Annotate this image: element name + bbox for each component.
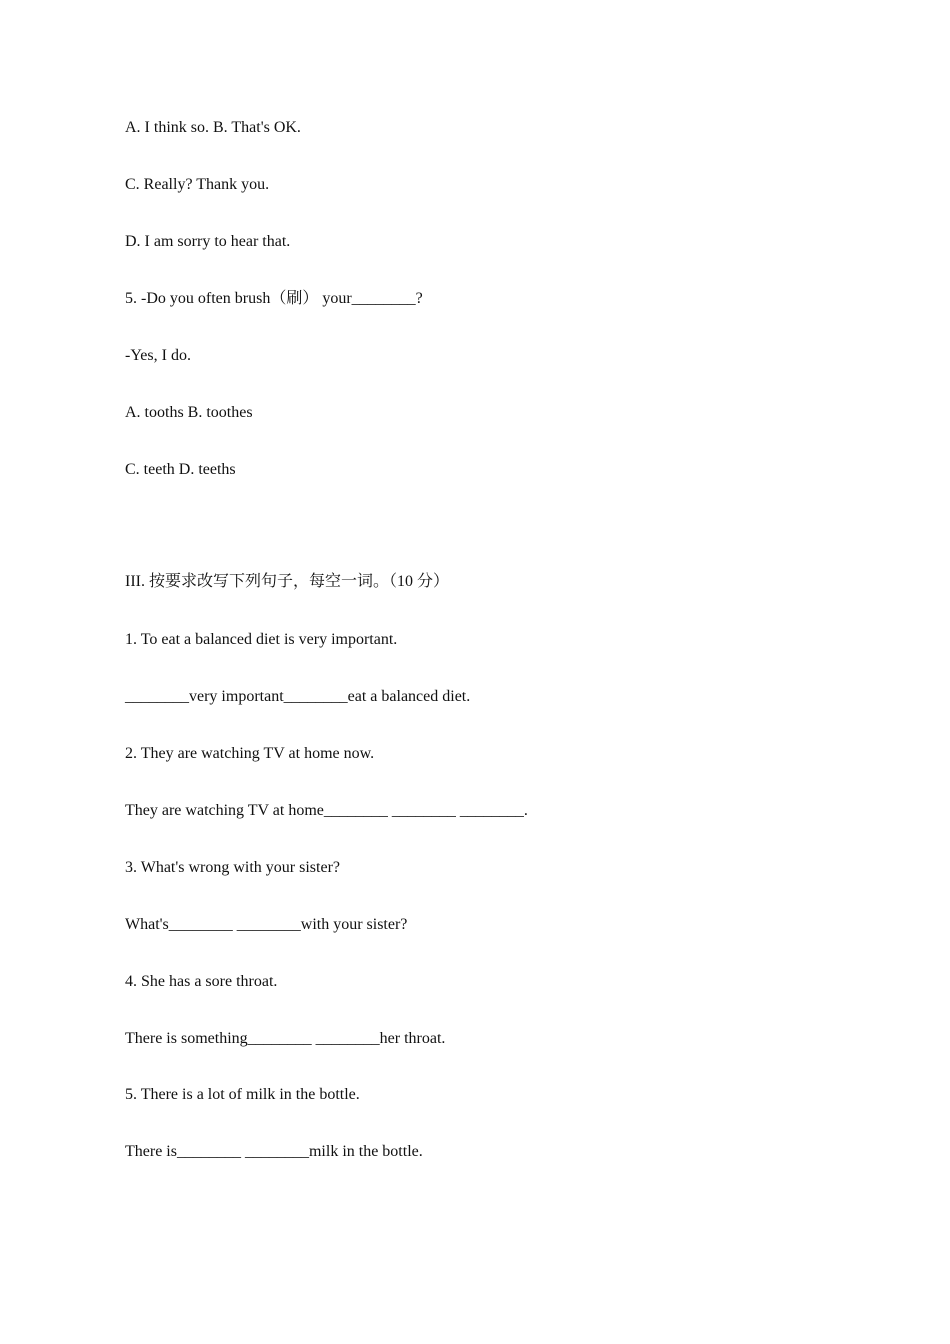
q5-answer: -Yes, I do. bbox=[125, 347, 191, 364]
rewrite-item-1-original: 1. To eat a balanced diet is very important. bbox=[125, 631, 398, 648]
rewrite-item-5-blank: There is________ ________milk in the bottle. bbox=[125, 1143, 423, 1160]
rewrite-item-2-blank: They are watching TV at home________ ________ ________. bbox=[125, 802, 528, 819]
q5-options-line-2: C. teeth D. teeths bbox=[125, 461, 236, 478]
q5-options-line-1: A. tooths B. toothes bbox=[125, 404, 253, 421]
q4-options-line-3: D. I am sorry to hear that. bbox=[125, 233, 291, 250]
rewrite-item-4-blank: There is something________ ________her throat. bbox=[125, 1030, 446, 1047]
q5-question: 5. -Do you often brush（刷） your________? bbox=[125, 290, 423, 307]
rewrite-item-5-original: 5. There is a lot of milk in the bottle. bbox=[125, 1086, 360, 1103]
rewrite-item-4-original: 4. She has a sore throat. bbox=[125, 973, 278, 990]
q4-options-line-1: A. I think so. B. That's OK. bbox=[125, 119, 301, 136]
q4-options-line-2: C. Really? Thank you. bbox=[125, 176, 270, 193]
rewrite-item-3-original: 3. What's wrong with your sister? bbox=[125, 859, 340, 876]
section-iii-heading: III. 按要求改写下列句子，每空一词。（10 分） bbox=[125, 573, 449, 590]
rewrite-item-3-blank: What's________ ________with your sister? bbox=[125, 916, 408, 933]
rewrite-item-2-original: 2. They are watching TV at home now. bbox=[125, 745, 375, 762]
rewrite-item-1-blank: ________very important________eat a balanced diet. bbox=[125, 688, 471, 705]
